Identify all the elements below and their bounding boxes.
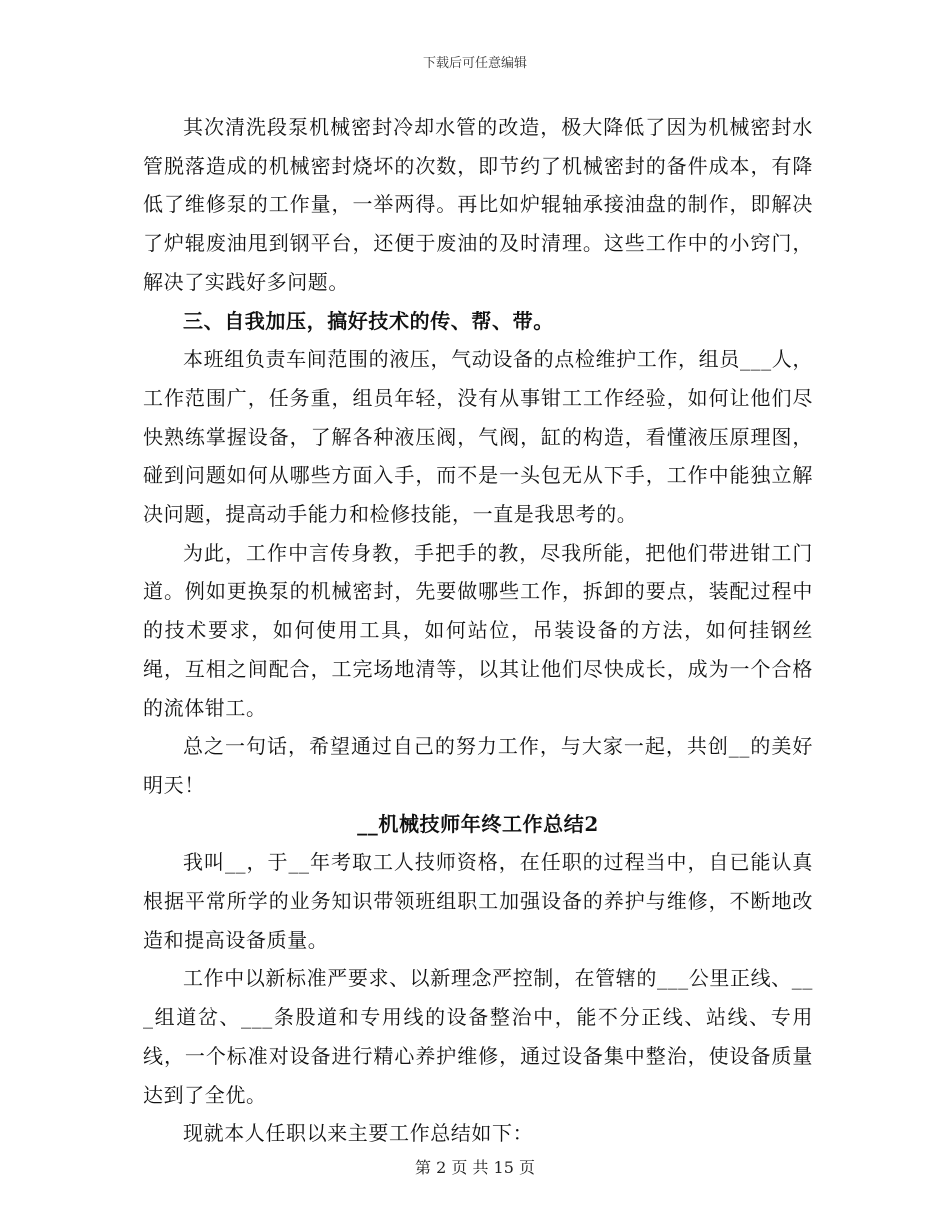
paragraph-conclusion: 总之一句话，希望通过自己的努力工作，与大家一起，共创__的美好明天！ <box>143 734 813 797</box>
paragraph-team-responsibility: 本班组负责车间范围的液压，气动设备的点检维护工作，组员___人，工作范围广，任务重，组员年轻，没有从事钳工工作经验，如何让他们尽快熟练掌握设备，了解各种液压阀，气阀，缸的构造，看懂液压原理图，碰到问题如何从哪些方面入手，而不是一头包无从下手，工作中能独立解决问题，提高动手能力和检修技能，一直是我思考的。 <box>143 347 813 527</box>
document-body <box>143 108 813 1153</box>
section-heading-three: 三、自我加压，搞好技术的传、帮、带。 <box>183 308 554 333</box>
paragraph-summary-lead: 现就本人任职以来主要工作总结如下： <box>183 1121 534 1146</box>
paragraph-introduction: 我叫__，于__年考取工人技师资格，在任职的过程当中，自已能认真根据平常所学的业务知识带领班组职工加强设备的养护与维修，不断地改造和提高设备质量。 <box>143 850 813 952</box>
section-title-summary-2: __机械技师年终工作总结2 <box>357 811 599 836</box>
paragraph-standards: 工作中以新标准严要求、以新理念严控制，在管辖的___公里正线、___组道岔、___条股道和专用线的设备整治中，能不分正线、站线、专用线，一个标准对设备进行精心养护维修，通过设备集中整治，使设备质量达到了全优。 <box>143 966 813 1107</box>
paragraph-seal-improvement: 其次清洗段泵机械密封冷却水管的改造，极大降低了因为机械密封水管脱落造成的机械密封烧坏的次数，即节约了机械密封的备件成本，有降低了维修泵的工作量，一举两得。再比如炉辊轴承接油盘的制作，即解决了炉辊废油甩到钢平台，还便于废油的及时清理。这些工作中的小窍门，解决了实践好多问题。 <box>143 115 813 294</box>
page-header: 下载后可任意编辑 <box>422 56 527 71</box>
page-footer: 第 2 页 共 15 页 <box>415 1158 535 1177</box>
paragraph-teaching: 为此，工作中言传身教，手把手的教，尽我所能，把他们带进钳工门道。例如更换泵的机械密封，先要做哪些工作，拆卸的要点，装配过程中的技术要求，如何使用工具，如何站位，吊装设备的方法，如何挂钢丝绳，互相之间配合，工完场地清等，以其让他们尽快成长，成为一个合格的流体钳工。 <box>143 540 813 720</box>
